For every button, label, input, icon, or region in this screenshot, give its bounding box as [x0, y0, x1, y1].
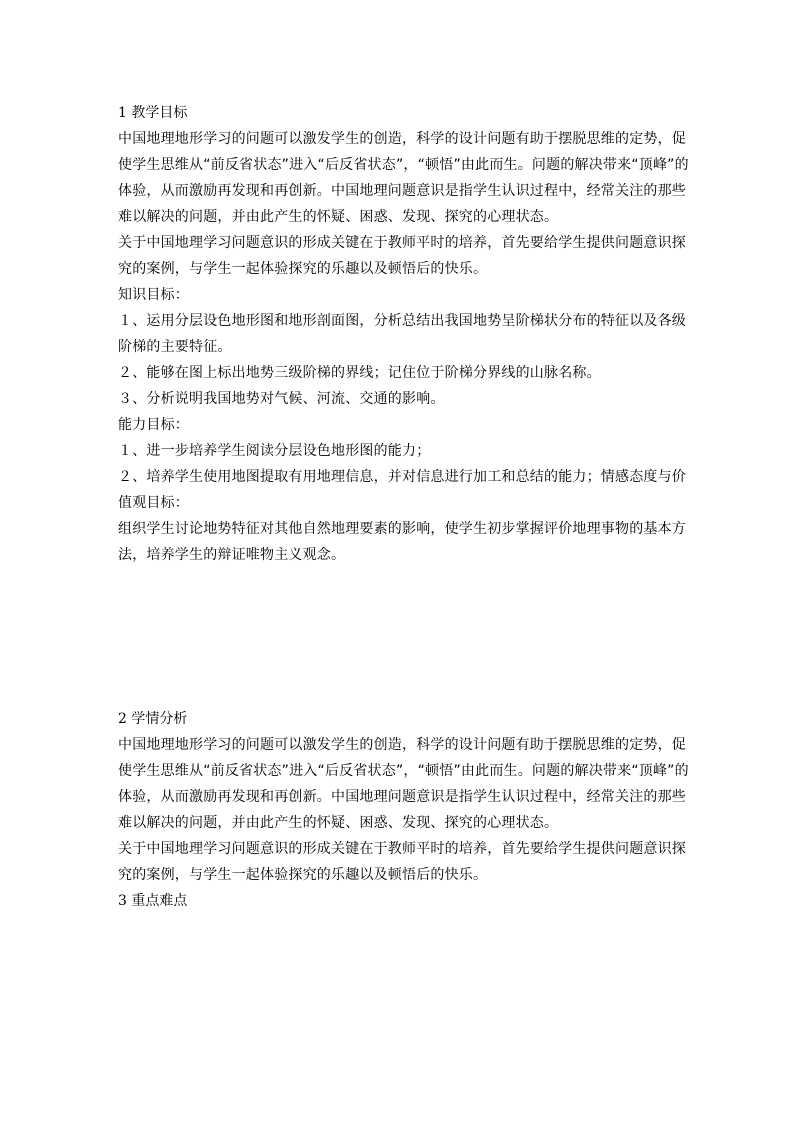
values-goals-paragraph — [118, 516, 686, 568]
text-line: 难以解决的问题，并由此产生的怀疑、困惑、发现、探究的心理状态。 — [118, 209, 559, 225]
section-heading-student-analysis: 2 学情分析 — [118, 711, 188, 727]
section1-intro-paragraph — [118, 126, 689, 230]
knowledge-goals-list — [118, 308, 686, 412]
list-item: １、进一步培养学生阅读分层设色地形图的能力； — [118, 443, 431, 459]
text-line: 使学生思维从“前反省状态”进入“后反省状态”，“顿悟”由此而生。问题的解决带来“顶峰”的 — [118, 157, 689, 173]
text-line: 体验，从而激励再发现和再创新。中国地理问题意识是指学生认识过程中，经常关注的那些 — [118, 789, 686, 805]
text-line: 难以解决的问题，并由此产生的怀疑、困惑、发现、探究的心理状态。 — [118, 815, 559, 831]
list-item: 值观目标： — [118, 495, 189, 511]
ability-goals-title: 能力目标： — [118, 417, 189, 433]
knowledge-goals-title: 知识目标： — [118, 287, 189, 303]
text-line: 法，培养学生的辩证唯物主义观念。 — [118, 547, 346, 563]
text-line: 关于中国地理学习问题意识的形成关键在于教师平时的培养，首先要给学生提供问题意识探 — [118, 841, 686, 857]
section2-intro-paragraph — [118, 732, 689, 836]
list-item: ３、分析说明我国地势对气候、河流、交通的影响。 — [118, 391, 445, 407]
text-line: 究的案例，与学生一起体验探究的乐趣以及顿悟后的快乐。 — [118, 261, 488, 277]
list-item: 阶梯的主要特征。 — [118, 339, 232, 355]
text-line: 使学生思维从“前反省状态”进入“后反省状态”，“顿悟”由此而生。问题的解决带来“顶峰”的 — [118, 763, 689, 779]
ability-goals-list — [118, 438, 686, 516]
section-heading-key-difficulties: 3 重点难点 — [118, 893, 188, 909]
text-line: 究的案例，与学生一起体验探究的乐趣以及顿悟后的快乐。 — [118, 867, 488, 883]
list-item: １、运用分层设色地形图和地形剖面图，分析总结出我国地势呈阶梯状分布的特征以及各级 — [118, 313, 686, 329]
list-item: ２、培养学生使用地图提取有用地理信息，并对信息进行加工和总结的能力；情感态度与价 — [118, 469, 686, 485]
text-line: 关于中国地理学习问题意识的形成关键在于教师平时的培养，首先要给学生提供问题意识探 — [118, 235, 686, 251]
section2-formation-paragraph — [118, 836, 686, 888]
text-line: 中国地理地形学习的问题可以激发学生的创造，科学的设计问题有助于摆脱思维的定势，促 — [118, 131, 686, 147]
text-line: 中国地理地形学习的问题可以激发学生的创造，科学的设计问题有助于摆脱思维的定势，促 — [118, 737, 686, 753]
section-heading-teaching-goals: 1 教学目标 — [118, 105, 188, 121]
document-page — [118, 100, 689, 914]
section1-formation-paragraph — [118, 230, 686, 282]
section-spacer — [118, 568, 678, 706]
text-line: 体验，从而激励再发现和再创新。中国地理问题意识是指学生认识过程中，经常关注的那些 — [118, 183, 686, 199]
list-item: ２、能够在图上标出地势三级阶梯的界线；记住位于阶梯分界线的山脉名称。 — [118, 365, 601, 381]
text-line: 组织学生讨论地势特征对其他自然地理要素的影响，使学生初步掌握评价地理事物的基本方 — [118, 521, 686, 537]
